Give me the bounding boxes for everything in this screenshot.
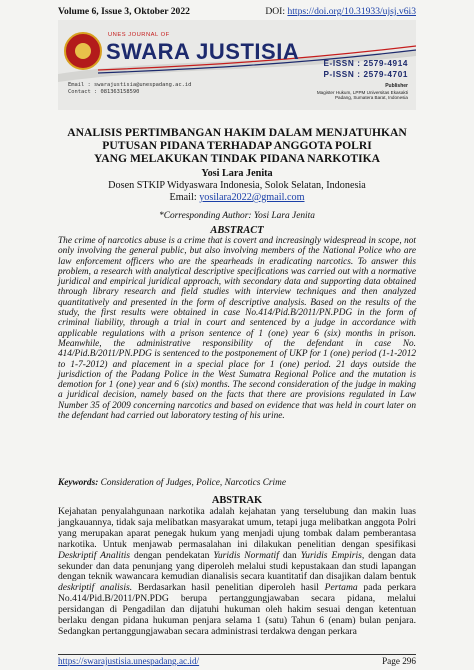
issn-block: [323, 58, 408, 80]
page-number: Page 296: [382, 656, 416, 666]
doi-label: DOI:: [265, 6, 286, 17]
abstract-text: The crime of narcotics abuse is a crime that is covert and increasingly widespread in scope, not only involving the general public, but also involving members of the National Police who are law enforcement officers who are the spearheads in eradicating narcotics. To answer this problem, a research with analytical descriptive specifications was carried out with a normative juridical and empirical juridical approach, with secondary data and supporting data obtained through library research and field studies with interview techniques and then analyzed quantitatively and presented in the form of descriptive analysis. Based on the results of the study, the first results were obtained in case No.414/Pid.B/2011/PN.PDG in the form of criminal liability, through a trial in court and sentenced by a judge in accordance with applicable regulations with a prison sentence of 1 (one) year 6 (six) months in prison. Meanwhile, the administrative responsibility of the defendant in case No. 414/Pid.B/2011/PN.PDG is sentenced to the postponement of UKP for 1 (one) period (1-1-2012 to 1-7-2012) and placement in a special place for 1 (one) period. 21 days outside the jurisdiction of the Padang Police in the West Sumatra Regional Police and the mutation is demotion for 1 (one) year and 6 (six) months. The second consideration of the judge in making a juridical decision, namely based on the facts that there are provisions regulated in Law Number 35 of 2009 concerning narcotics and based on evidence that was held in court later on the defendant had carried out laboratory testing of his urine.: [58, 236, 416, 422]
keywords-list: Consideration of Judges, Police, Narcotics Crime: [100, 478, 286, 488]
title-line-2: PUTUSAN PIDANA TERHADAP ANGGOTA POLRI: [102, 139, 372, 152]
abstrak-heading: ABSTRAK: [211, 495, 263, 506]
journal-subtitle: UNES JOURNAL OF: [108, 32, 170, 38]
issue-info: Volume 6, Issue 3, Oktober 2022: [58, 6, 190, 17]
publisher-label: Publisher: [385, 83, 408, 89]
author-name: Yosi Lara Jenita: [201, 168, 273, 179]
corresponding-author: *Corresponding Author: Yosi Lara Jenita: [159, 211, 315, 221]
title-line-1: ANALISIS PERTIMBANGAN HAKIM DALAM MENJATUHKAN: [67, 126, 407, 139]
doi-link[interactable]: https://doi.org/10.31933/ujsj.v6i3: [287, 6, 416, 17]
author-block: [40, 168, 434, 204]
title-line-3: YANG MELAKUKAN TINDAK PIDANA NARKOTIKA: [93, 152, 380, 165]
eissn: E-ISSN : 2579-4914: [323, 59, 408, 68]
abstrak-text: Kejahatan penyalahgunaan narkotika adalah kejahatan yang terselubung dan makin luas jangkauannya, tidak saja melibatkan masyarakat umum, tetapi juga melibatkan anggota Polri yang merupakan aparat penegak hukum yang menjadi ujung tombak dalam pemberantasa narkotika. Untuk menjawab permasalahan ini dilakukan penelitian dengan spesifikasi Deskriptif Analitis dengan pendekatan Yuridis Normatif dan Yuridis Empiris, dengan data sekunder dan data penunjang yang diperoleh melalui studi kepustakaan dan studi lapangan dengan teknik wawancara kemudian dianalisis secara kuantitatif dan disajikan dalam bentuk deskriptif analisis. Berdasarkan hasil penelitian diperoleh hasil Pertama pada perkara No.414/Pid.B/2011/PN.PDG berupa pertanggungjawaban secara pidana, melalui persidangan di Pengadilan dan dijatuhi hukuman oleh hakim sesuai dengan ketentuan berlaku dengan pidana hukuman penjara selama 1 (satu) Tahun 6 (enam) bulan penjara. Sedangkan pertanggungjawaban secara administrasi terdakwa dengan perkara: [58, 506, 416, 637]
journal-name: SWARA JUSTISIA: [106, 39, 300, 64]
journal-phone: Contact : 081363158590: [68, 89, 140, 95]
keywords-label: Keywords:: [58, 478, 99, 488]
journal-banner: [58, 20, 416, 110]
keywords: [58, 478, 416, 488]
footer-divider: [58, 654, 416, 655]
university-logo-icon: [64, 32, 102, 70]
email-label: Email:: [169, 192, 197, 203]
article-title: [40, 126, 434, 165]
publisher-line2: Padang, Sumatera Barat, Indonesia: [334, 95, 408, 101]
author-email-line: [40, 192, 434, 204]
publisher-block: [317, 83, 408, 101]
author-affiliation: Dosen STKIP Widyaswara Indonesia, Solok Selatan, Indonesia: [108, 180, 366, 191]
journal-contact: [68, 82, 191, 96]
doi: [265, 6, 416, 17]
page-footer: [58, 656, 416, 666]
author-email-link[interactable]: yosilara2022@gmail.com: [199, 192, 305, 203]
journal-email: Email : swarajustisia@unespadang.ac.id: [68, 82, 192, 88]
pissn: P-ISSN : 2579-4701: [323, 70, 408, 79]
publisher-line1: Magister Hukum, LPPM Universitas Ekasakti: [316, 89, 408, 95]
journal-url-link[interactable]: https://swarajustisia.unespadang.ac.id/: [58, 656, 200, 666]
abstract-heading: ABSTRACT: [210, 225, 264, 236]
running-header: [58, 6, 416, 17]
